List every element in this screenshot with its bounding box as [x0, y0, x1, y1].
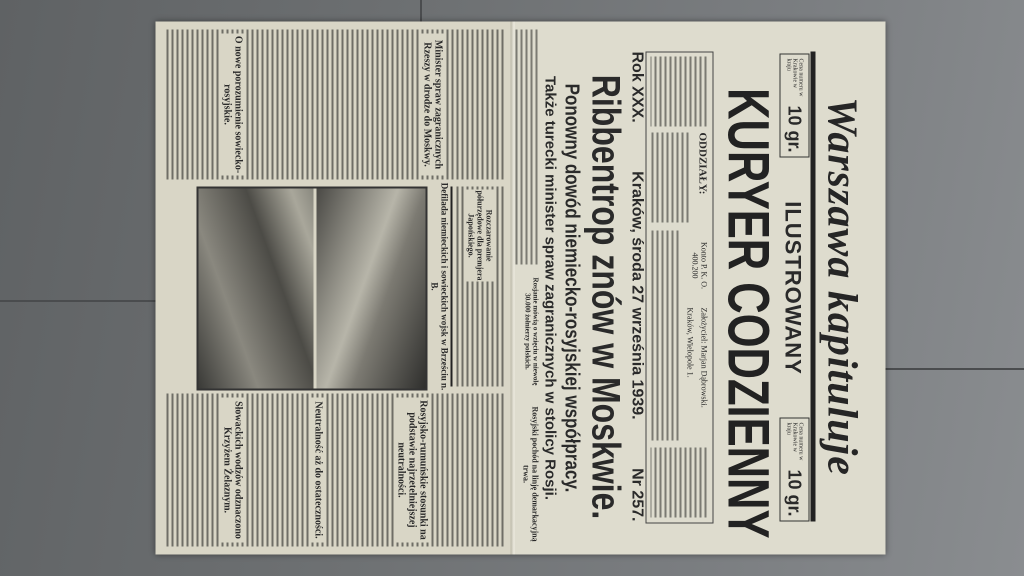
- banner-headline: Warszawa kapituluje: [818, 97, 865, 476]
- article-heading: Rosyjsko-rumuńskie stosunki na podstawie najrzetelniejszej neutralności.: [394, 398, 431, 543]
- photo-caption: Defilada niemieckich i sowieckich wojsk w Brześciu n. B.: [429, 182, 450, 391]
- front-snippet: Rosyjski pochód na linję demarkacyjną trwa.: [521, 406, 540, 542]
- article-heading: Minister spraw zagranicznych Rzeszy w drodze do Moskwy.: [420, 34, 446, 176]
- main-headline: Ribbentrop znów w Moskwie.: [583, 74, 628, 520]
- article-heading: Neutralność aż do ostateczności.: [311, 398, 326, 543]
- title-small: ILUSTROWANY: [780, 201, 806, 375]
- article-heading: Słowackich wodzów odznaczono Krzyżem Żelaznym.: [220, 398, 246, 543]
- newspaper-fold: [511, 22, 515, 555]
- floor-tile-seam: [420, 0, 422, 24]
- info-box: [646, 52, 714, 524]
- branches-list: [651, 133, 691, 223]
- back-column-right: [164, 394, 506, 547]
- front-snippet: Rosjanie mówią o wzięciu w niewolę 30.000 żołnierzy polskich.: [523, 277, 540, 386]
- price-value: 10 gr.: [784, 105, 805, 153]
- back-column-left: [164, 30, 506, 180]
- price-value: 10 gr.: [784, 469, 805, 517]
- masthead-rule: [811, 52, 816, 522]
- branches-label: ODDZIAŁY:: [696, 132, 709, 195]
- account-number: Konto P. K. O. 400.200: [690, 241, 709, 290]
- news-photo: [197, 187, 428, 391]
- info-text-block: [651, 448, 709, 518]
- article-heading: O nowe porozumienie sowiecko-rosyjskie.: [220, 34, 246, 176]
- price-label: Cena numeru w Krakowie w kraju: [785, 58, 804, 97]
- divider: [451, 187, 453, 387]
- branches-list: [651, 231, 681, 441]
- subheadline-secondary: Także turecki minister spraw zagranicznych w stolicy Rosji.: [541, 75, 559, 501]
- article-heading: Rozczarowanie półurzędowe dla premjera Japońskiego.: [466, 190, 494, 281]
- newspaper-sheet: [156, 22, 886, 555]
- issue-line: [628, 52, 646, 522]
- front-column-text: [516, 30, 540, 265]
- floor-tile-seam: [880, 368, 1024, 370]
- price-box-right: [780, 418, 810, 522]
- info-text-block: [651, 57, 709, 127]
- founder: Założyciel: Marjan Dąbrowski.: [699, 307, 709, 408]
- floor-tile-seam: [0, 300, 160, 302]
- issue-number: Nr 257.: [628, 468, 646, 522]
- issue-year: Rok XXX.: [628, 51, 646, 123]
- price-label: Cena numeru w Krakowie w kraju: [785, 422, 804, 461]
- issue-date: Kraków, środa 27 września 1939.: [628, 171, 646, 420]
- address: Kraków, Wielopole 1.: [685, 307, 695, 378]
- subheadline: Ponowny dowód niemiecko-rosyjskiej współpracy.: [560, 83, 583, 493]
- price-box-left: [780, 54, 810, 158]
- newspaper-title: KURYER CODZIENNY: [715, 88, 781, 539]
